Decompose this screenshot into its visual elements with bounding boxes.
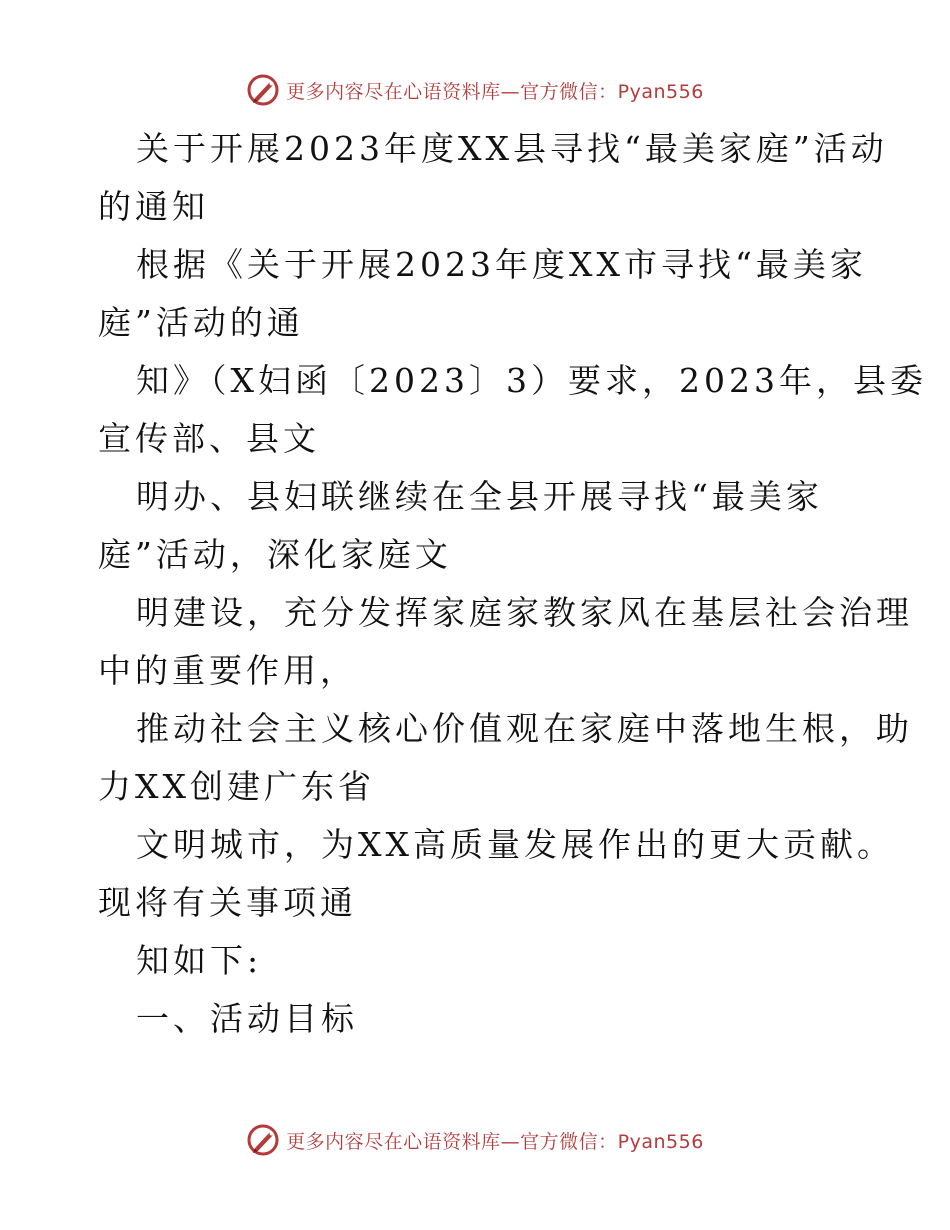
watermark-banner-top bbox=[0, 70, 950, 110]
pen-logo-icon bbox=[246, 73, 280, 107]
pen-logo-icon bbox=[246, 1123, 280, 1157]
watermark-wechat-id: Pyan556 bbox=[617, 1130, 704, 1153]
doc-text-line: 明办、县妇联继续在全县开展寻找“最美家 bbox=[136, 477, 823, 516]
doc-text-line: 推动社会主义核心价值观在家庭中落地生根，助 bbox=[136, 709, 913, 748]
doc-title-line-1: 关于开展2023年度XX县寻找“最美家庭”活动 bbox=[136, 129, 888, 168]
watermark-banner-bottom bbox=[0, 1120, 950, 1160]
doc-text-line: 根据《关于开展2023年度XX市寻找“最美家 bbox=[136, 245, 867, 284]
document-body bbox=[98, 120, 927, 1048]
doc-text-line: 知如下: bbox=[136, 941, 263, 980]
doc-text-line: 明建设，充分发挥家庭家教家风在基层社会治理 bbox=[136, 593, 913, 632]
section-heading: 一、活动目标 bbox=[136, 999, 358, 1038]
doc-text-line: 现将有关事项通 bbox=[98, 883, 357, 922]
doc-title-line-2: 的通知 bbox=[98, 187, 209, 226]
doc-text-line: 庭”活动，深化家庭文 bbox=[98, 535, 452, 574]
doc-text-line: 文明城市，为XX高质量发展作出的更大贡献。 bbox=[136, 825, 894, 864]
doc-text-line: 庭”活动的通 bbox=[98, 303, 304, 342]
doc-text-line: 知》（X妇函〔2023〕3）要求，2023年，县委 bbox=[136, 361, 927, 400]
doc-text-line: 中的重要作用， bbox=[98, 651, 357, 690]
doc-text-line: 力XX创建广东省 bbox=[98, 767, 375, 806]
watermark-wechat-id: Pyan556 bbox=[617, 80, 704, 103]
watermark-text: 更多内容尽在心语资料库—官方微信： bbox=[286, 80, 618, 103]
watermark-text: 更多内容尽在心语资料库—官方微信： bbox=[286, 1130, 618, 1153]
doc-text-line: 宣传部、县文 bbox=[98, 419, 320, 458]
